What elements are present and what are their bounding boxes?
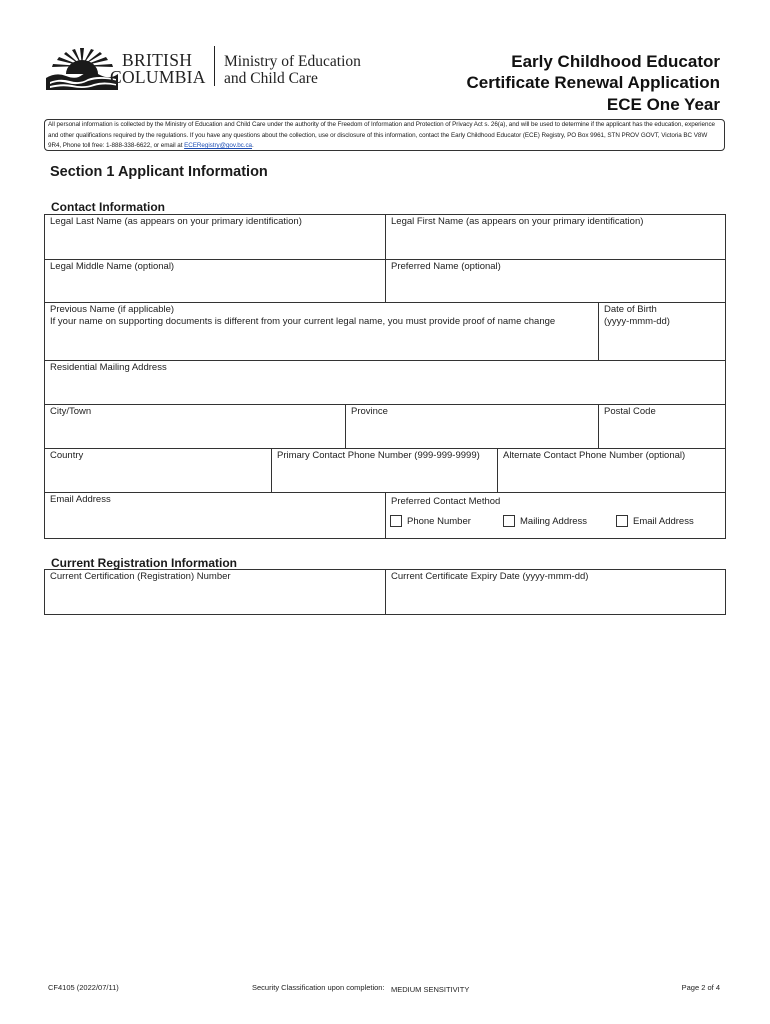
country-label: Country — [50, 450, 84, 461]
preferred-name-label: Preferred Name (optional) — [391, 261, 501, 272]
legal-middle-name-field[interactable] — [44, 259, 386, 303]
date-of-birth-field[interactable] — [598, 302, 726, 361]
contact-email-checkbox[interactable] — [616, 515, 628, 527]
previous-name-label: Previous Name (if applicable) — [50, 304, 175, 315]
preferred-name-field[interactable] — [385, 259, 726, 303]
previous-name-field[interactable] — [44, 302, 599, 361]
country-field[interactable] — [44, 448, 272, 493]
primary-phone-label: Primary Contact Phone Number (999-999-9999) — [277, 450, 480, 461]
email-address-label: Email Address — [50, 494, 111, 505]
header-divider — [214, 46, 215, 86]
city-field[interactable] — [44, 404, 346, 449]
registry-email-link[interactable]: ECERegistry@gov.bc.ca — [184, 142, 252, 150]
date-of-birth-format: (yyyy-mmm-dd) — [604, 316, 670, 327]
alternate-phone-field[interactable] — [497, 448, 726, 493]
bc-sun-logo-icon — [44, 44, 120, 90]
form-title-line1: Early Childhood Educator — [511, 52, 720, 71]
certificate-expiry-label: Current Certificate Expiry Date (yyyy-mmm-dd) — [391, 571, 589, 582]
legal-last-name-label: Legal Last Name (as appears on your primary identification) — [50, 216, 302, 227]
postal-code-label: Postal Code — [604, 406, 656, 417]
section-1-title: Section 1 Applicant Information — [50, 164, 268, 180]
province-name-line1: BRITISH — [122, 50, 193, 70]
legal-first-name-field[interactable] — [385, 214, 726, 260]
postal-code-field[interactable] — [598, 404, 726, 449]
form-title-line2: Certificate Renewal Application — [466, 73, 720, 92]
legal-last-name-field[interactable] — [44, 214, 386, 260]
province-label: Province — [351, 406, 388, 417]
date-of-birth-label: Date of Birth — [604, 304, 657, 315]
city-label: City/Town — [50, 406, 92, 417]
privacy-notice-end: . — [252, 142, 254, 150]
form-title-line3: ECE One Year — [606, 95, 720, 114]
residential-address-label: Residential Mailing Address — [50, 362, 167, 373]
security-classification-value: MEDIUM SENSITIVITY — [391, 985, 470, 994]
certification-number-label: Current Certification (Registration) Number — [50, 571, 231, 582]
contact-phone-label: Phone Number — [407, 516, 471, 527]
province-field[interactable] — [345, 404, 599, 449]
ministry-name-line1: Ministry of Education — [224, 53, 361, 70]
residential-address-field[interactable] — [44, 360, 726, 405]
contact-phone-checkbox[interactable] — [390, 515, 402, 527]
previous-name-note: If your name on supporting documents is different from your current legal name, you must provide proof of name change — [50, 316, 556, 327]
registration-info-title: Current Registration Information — [51, 556, 238, 570]
legal-middle-name-label: Legal Middle Name (optional) — [50, 261, 175, 272]
page-number: Page 2 of 4 — [681, 983, 720, 992]
legal-first-name-label: Legal First Name (as appears on your primary identification) — [391, 216, 644, 227]
primary-phone-field[interactable] — [271, 448, 498, 493]
ministry-name-line2: and Child Care — [224, 70, 318, 87]
certification-number-field[interactable] — [44, 569, 386, 615]
certificate-expiry-field[interactable] — [385, 569, 726, 615]
preferred-contact-method-label: Preferred Contact Method — [391, 496, 501, 507]
contact-info-title: Contact Information — [51, 200, 165, 214]
contact-email-label: Email Address — [633, 516, 694, 527]
email-address-field[interactable] — [44, 492, 386, 539]
contact-mail-label: Mailing Address — [520, 516, 588, 527]
security-classification-label: Security Classification upon completion: — [252, 983, 385, 992]
form-code: CF4105 (2022/07/11) — [48, 983, 119, 992]
privacy-notice-text: All personal information is collected by the Ministry of Education and Child Care under the authority of the Freedom of Information and Protection of Privacy Act s. 26(a), and will be used to determine if the applicant has the education, experience and other qualifications required by the regulations. If you have any questions about the collection, use or disclosure of this information, contact the Early Childhood Educator (ECE) Registry, PO Box 9961, STN PROV GOVT, Victoria BC V8W 9R4, Phone toll free: 1-888-338-6622, or email at — [48, 121, 715, 150]
contact-mail-checkbox[interactable] — [503, 515, 515, 527]
province-name-line2: COLUMBIA — [110, 67, 206, 87]
privacy-notice — [44, 119, 725, 151]
alternate-phone-label: Alternate Contact Phone Number (optional) — [503, 450, 686, 461]
